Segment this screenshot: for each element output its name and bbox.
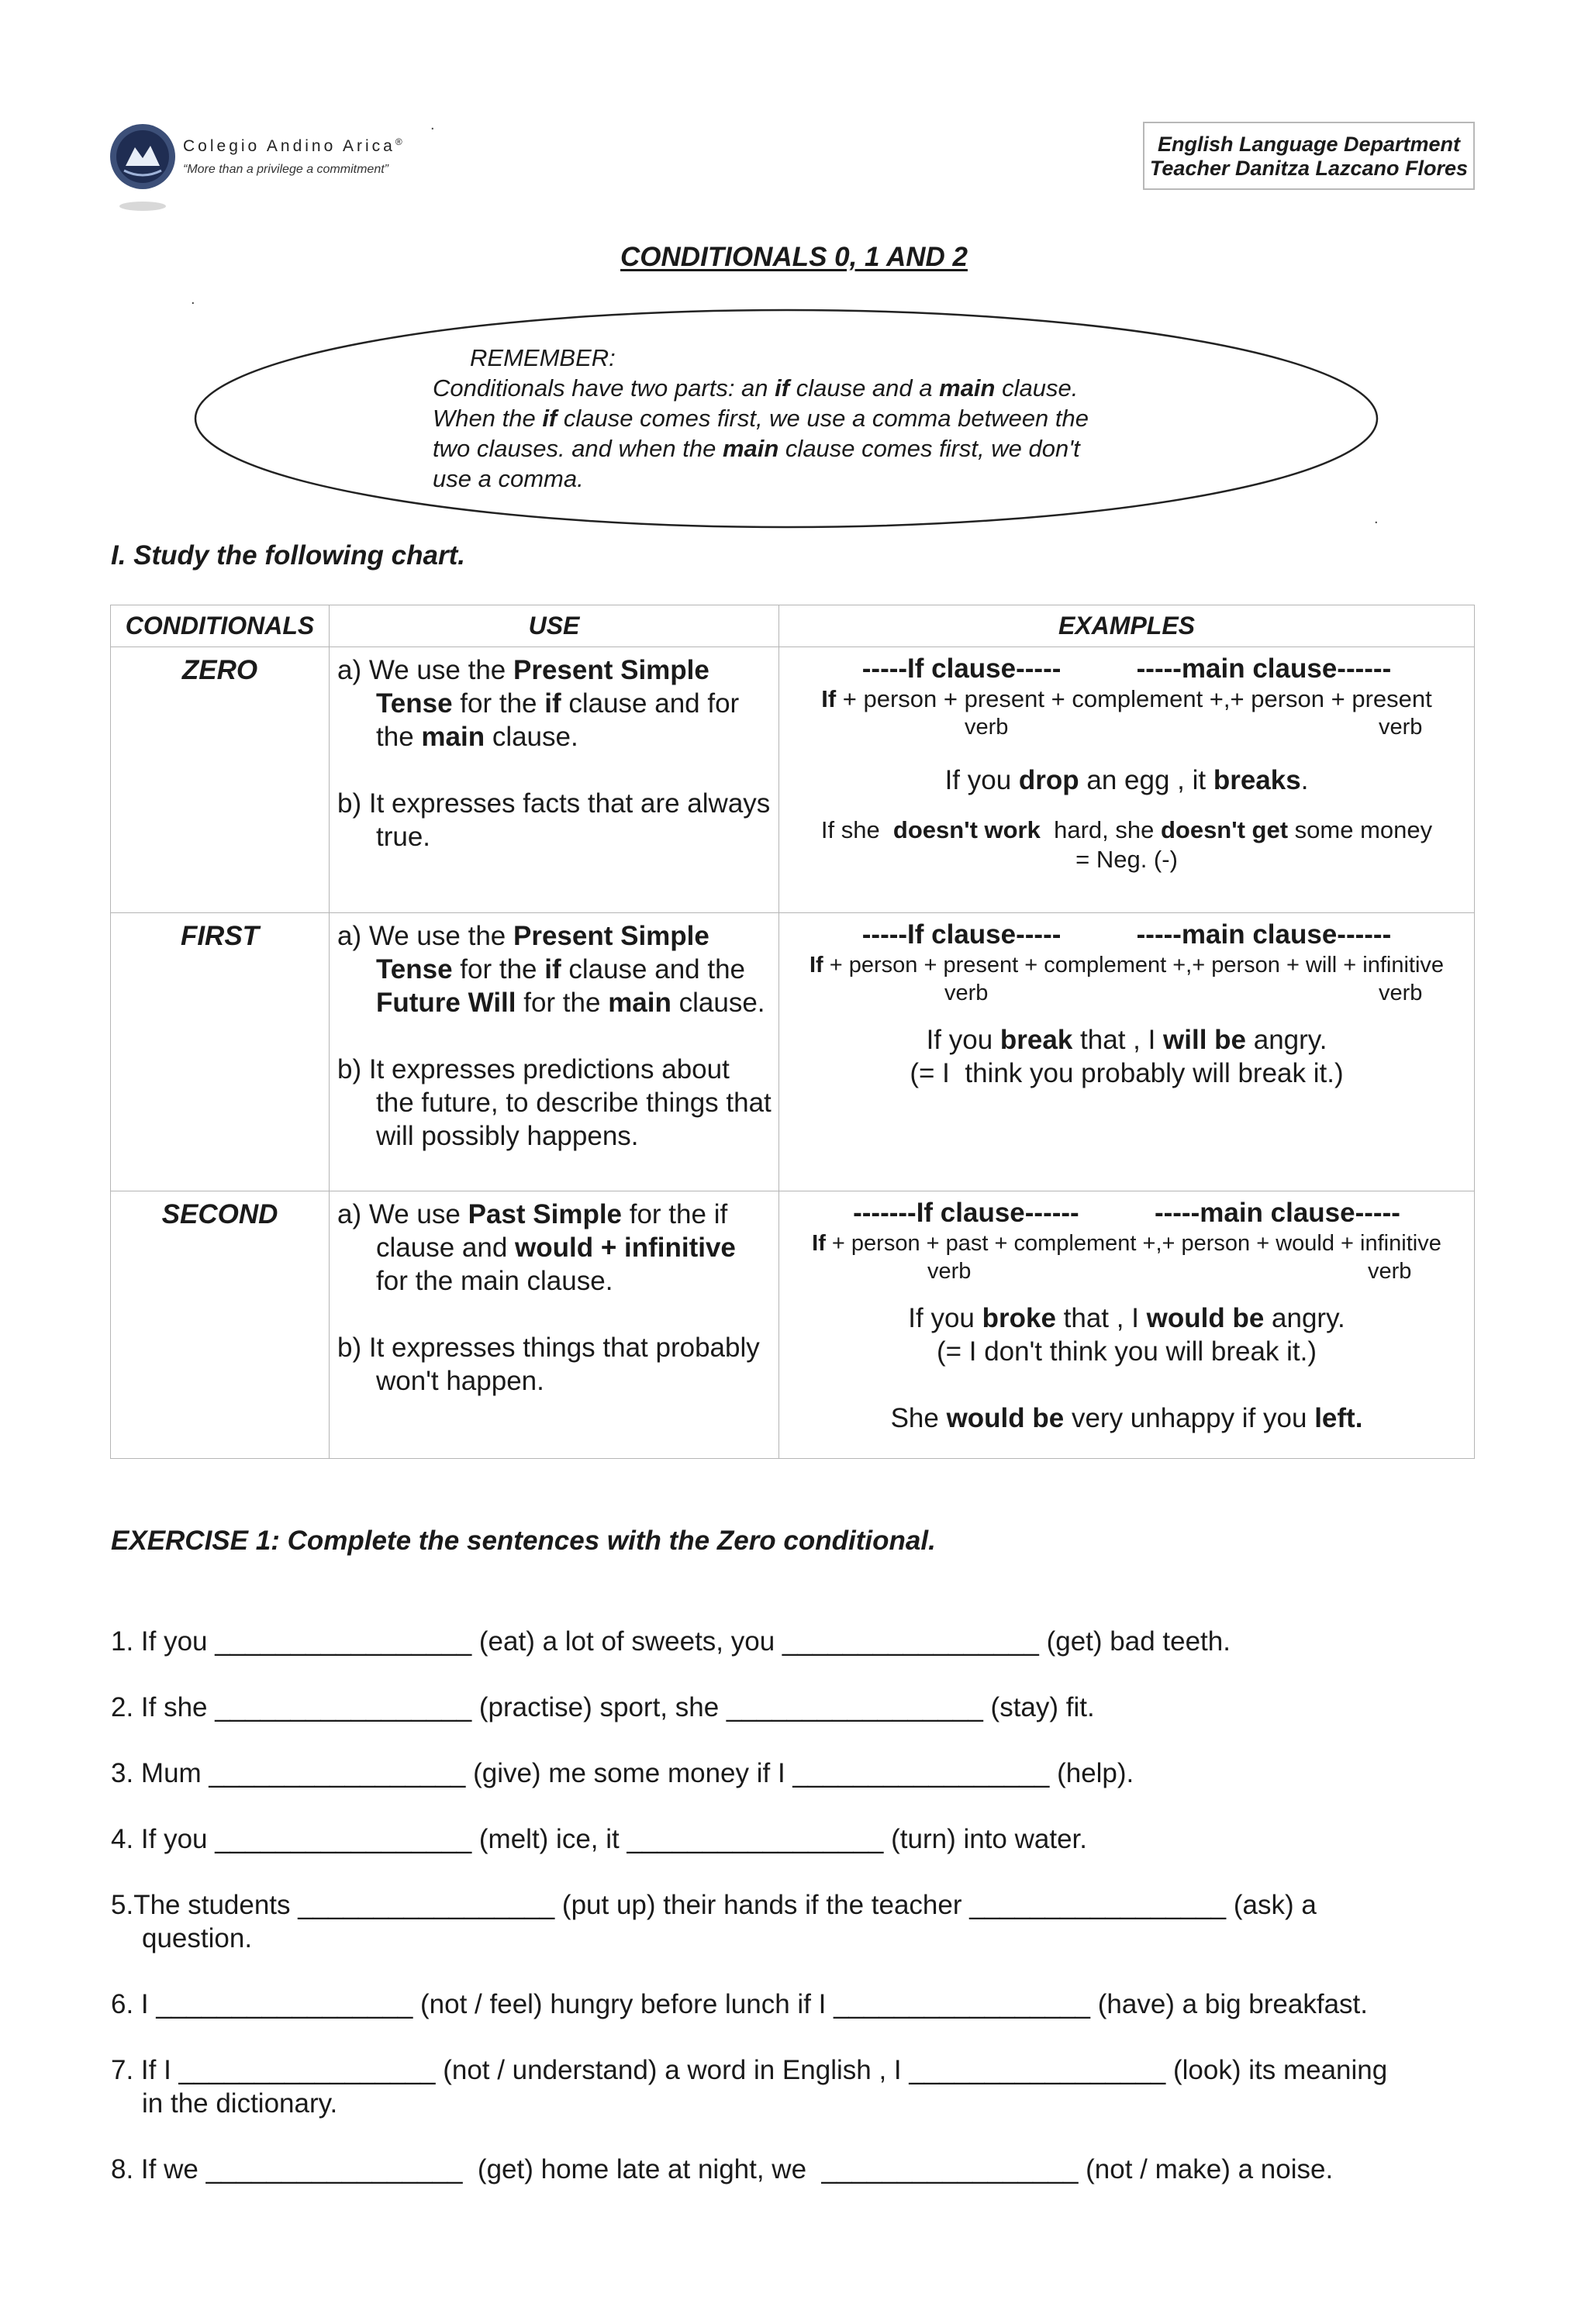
remember-line-2: When the if clause comes first, we use a comma between the <box>433 405 1089 432</box>
remember-line-1: Conditionals have two parts: an if clause and a main clause. <box>433 374 1079 402</box>
answer-blank[interactable]: _________________ <box>215 1824 472 1854</box>
example-explanation: (= I don't think you will break it.) <box>936 1336 1317 1367</box>
answer-blank[interactable]: _________________ <box>792 1758 1050 1788</box>
department-box <box>1143 122 1475 190</box>
use-a: a) We use Past Simple for the if clause and would + infinitive for the main clause. <box>337 1199 736 1296</box>
answer-blank[interactable]: _________________ <box>209 1758 466 1788</box>
question-8: 8. If we _________________ (get) home late at night, we _________________ (not / make) a noise. <box>111 2154 1334 2184</box>
examples-cell <box>779 913 1475 1191</box>
example-sentence: If you broke that , I would be angry. <box>908 1303 1345 1333</box>
example-sentence-2: She would be very unhappy if you left. <box>890 1403 1363 1433</box>
school-name: Colegio Andino Arica® <box>183 136 402 155</box>
answer-blank[interactable]: _________________ <box>156 1989 413 2019</box>
answer-blank[interactable]: _________________ <box>178 2055 436 2085</box>
verb-labels: verb verb <box>965 715 1423 740</box>
example-negative: If she doesn't work hard, she doesn't get some money <box>820 816 1433 843</box>
remember-heading: REMEMBER: <box>470 344 616 371</box>
question-1: 1. If you _________________ (eat) a lot of sweets, you _________________ (get) bad teeth. <box>111 1626 1231 1657</box>
remember-line-3: two clauses. and when the main clause comes first, we don't <box>433 435 1080 462</box>
school-motto: “More than a privilege a commitment” <box>183 163 388 176</box>
verb-labels: verb verb <box>927 1259 1412 1284</box>
row-second <box>111 1191 1475 1459</box>
row-first <box>111 913 1475 1191</box>
header-conditionals: CONDITIONALS <box>111 605 330 647</box>
conditional-name: SECOND <box>111 1191 330 1459</box>
clause-headings: -----If clause----- -----main clause------ <box>861 653 1392 684</box>
question-4: 4. If you _________________ (melt) ice, it _________________ (turn) into water. <box>111 1824 1087 1854</box>
answer-blank[interactable]: _________________ <box>298 1890 555 1920</box>
conditional-name: FIRST <box>111 913 330 1191</box>
stray-dot: . <box>1374 510 1379 527</box>
answer-blank[interactable]: _________________ <box>782 1626 1039 1657</box>
question-2: 2. If she _________________ (practise) sport, she _________________ (stay) fit. <box>111 1692 1095 1722</box>
answer-blank[interactable]: _________________ <box>834 1989 1091 2019</box>
question-7: 7. If I _________________ (not / understand) a word in English , I _________________ (look) its meaning in the dictionary. <box>111 2055 1388 2119</box>
examples-cell <box>779 1191 1475 1459</box>
negative-note: = Neg. (-) <box>1075 846 1178 873</box>
use-a: a) We use the Present Simple Tense for the if clause and the Future Will for the main clause. <box>337 921 765 1018</box>
question-3: 3. Mum _________________ (give) me some money if I _________________ (help). <box>111 1758 1134 1788</box>
school-crest-icon <box>109 116 186 217</box>
conditional-name: ZERO <box>111 647 330 913</box>
answer-blank[interactable]: _________________ <box>215 1692 472 1722</box>
answer-blank[interactable]: _________________ <box>726 1692 983 1722</box>
answer-blank[interactable]: _________________ <box>205 2154 463 2184</box>
use-b: b) It expresses facts that are always true. <box>337 788 771 852</box>
answer-blank[interactable]: _________________ <box>969 1890 1227 1920</box>
answer-blank[interactable]: _________________ <box>627 1824 884 1854</box>
department-name: English Language Department <box>1157 133 1461 156</box>
use-a: a) We use the Present Simple Tense for the if clause and for the main clause. <box>337 655 740 752</box>
use-cell <box>330 1191 779 1459</box>
example-explanation: (= I think you probably will break it.) <box>910 1058 1344 1088</box>
answer-blank[interactable]: _________________ <box>909 2055 1166 2085</box>
formula: If + person + present + complement +,+ person + present <box>821 685 1432 712</box>
chart-header-row <box>111 605 1475 647</box>
school-logo <box>109 116 434 217</box>
use-b: b) It expresses things that probably won't happen. <box>337 1333 760 1396</box>
header-use: USE <box>330 605 779 647</box>
example-sentence: If you drop an egg , it breaks. <box>944 765 1309 795</box>
clause-headings: -----If clause----- -----main clause------ <box>861 919 1392 950</box>
example-sentence: If you break that , I will be angry. <box>926 1025 1327 1055</box>
stray-dot: . <box>191 291 195 308</box>
formula: If + person + present + complement +,+ person + will + infinitive <box>809 953 1445 978</box>
stray-dot: . <box>430 116 435 133</box>
question-5: 5.The students _________________ (put up) their hands if the teacher _________________ (ask) a question. <box>111 1890 1317 1953</box>
remember-line-4: use a comma. <box>433 465 584 492</box>
use-cell <box>330 647 779 913</box>
formula: If + person + past + complement +,+ person + would + infinitive <box>812 1231 1441 1256</box>
remember-note <box>433 343 1177 494</box>
section-heading: I. Study the following chart. <box>111 540 465 571</box>
clause-headings: -------If clause------ -----main clause----- <box>853 1198 1400 1228</box>
answer-blank[interactable]: _________________ <box>215 1626 472 1657</box>
exercise-title: EXERCISE 1: Complete the sentences with the Zero conditional. <box>111 1526 936 1556</box>
row-zero <box>111 647 1475 913</box>
examples-cell <box>779 647 1475 913</box>
answer-blank[interactable]: _________________ <box>821 2154 1079 2184</box>
verb-labels: verb verb <box>944 981 1423 1005</box>
teacher-name: Teacher Danitza Lazcano Flores <box>1149 157 1469 180</box>
page-title: CONDITIONALS 0, 1 AND 2 <box>620 242 968 272</box>
question-6: 6. I _________________ (not / feel) hungry before lunch if I _________________ (have) a big breakfast. <box>111 1989 1368 2019</box>
header-examples: EXAMPLES <box>779 605 1475 647</box>
use-b: b) It expresses predictions about the future, to describe things that will possibly happens. <box>337 1054 772 1151</box>
conditionals-chart <box>110 605 1475 1459</box>
use-cell <box>330 913 779 1191</box>
